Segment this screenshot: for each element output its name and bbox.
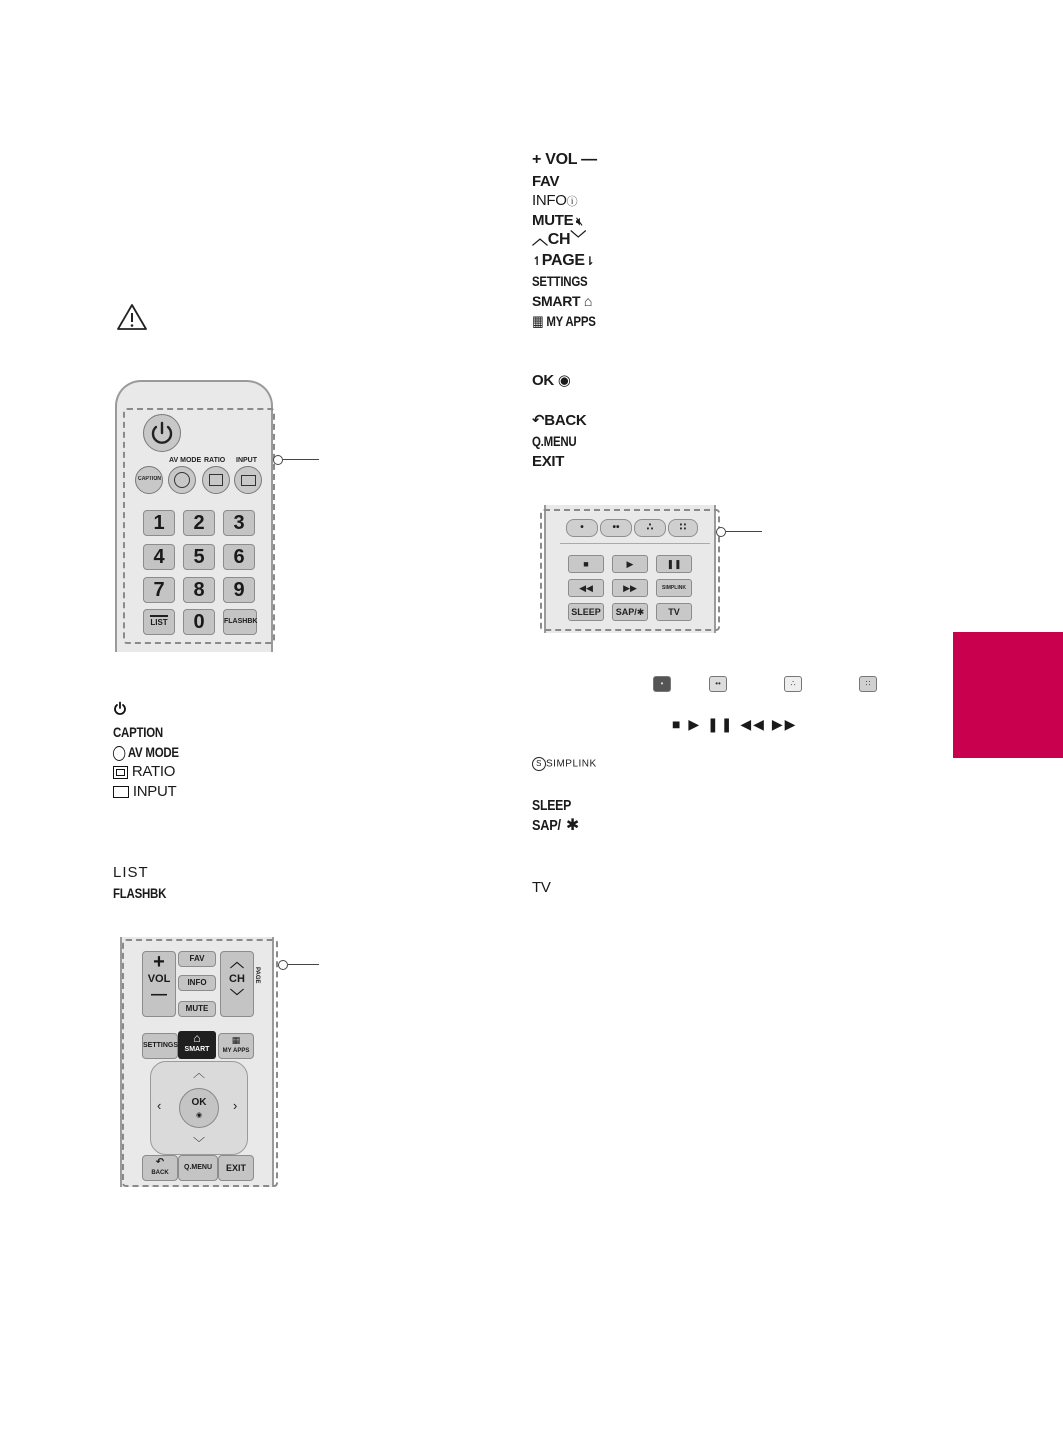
mute-icon: 🔇︎ xyxy=(573,216,583,228)
vol-label xyxy=(532,151,597,169)
fav-label: FAV xyxy=(532,173,560,190)
section-side-tab xyxy=(953,632,1063,758)
ratio-icon xyxy=(113,766,128,779)
red-key-chip: • xyxy=(653,676,671,692)
flashbk-label: FLASHBK xyxy=(113,885,167,901)
left-arrow-icon[interactable]: ‹ xyxy=(157,1098,162,1113)
vol-rocker-label: VOL xyxy=(147,973,171,985)
ratio-label-text: RATIO xyxy=(131,763,176,780)
flashbk-key[interactable]: FLASHBK xyxy=(223,609,257,635)
key-5[interactable]: 5 xyxy=(183,544,215,570)
remote-middle-illustration xyxy=(120,937,280,1187)
list-key-label: LIST xyxy=(150,618,168,627)
vol-rocker[interactable]: + VOL — xyxy=(142,951,176,1017)
av-mode-label xyxy=(113,743,179,761)
ok-key[interactable]: OK ◉ xyxy=(179,1088,219,1128)
sap-label-text: SAP/ xyxy=(532,817,561,834)
key-8[interactable]: 8 xyxy=(183,577,215,603)
sap-key-label: SAP/ xyxy=(615,607,637,617)
grid-icon: ▦ xyxy=(231,1035,241,1045)
simplink-logo-text: SIMPLINK xyxy=(546,758,597,770)
chevron-down-icon: ﹀ xyxy=(570,231,586,248)
key-6[interactable]: 6 xyxy=(223,544,255,570)
callout-dot xyxy=(716,527,726,537)
simplink-key[interactable]: SIMPLINK xyxy=(656,579,692,597)
ch-rocker[interactable]: ︿ CH ﹀ xyxy=(220,951,254,1017)
key-9[interactable]: 9 xyxy=(223,577,255,603)
callout-line xyxy=(726,531,762,532)
ratio-tiny-label: RATIO xyxy=(204,457,226,464)
input-label-text: INPUT xyxy=(132,783,177,800)
back-arrow-icon: ↶ xyxy=(532,412,545,429)
yellow-key[interactable]: ∴ xyxy=(634,519,666,537)
ok-label xyxy=(532,372,571,390)
chevron-up-icon: ︿ xyxy=(532,231,548,248)
stop-key[interactable]: ■ xyxy=(568,555,604,573)
page-label-text: PAGE xyxy=(541,252,585,269)
my-apps-key-label: MY APPS xyxy=(222,1048,250,1054)
info-key[interactable]: INFO xyxy=(178,975,216,991)
ch-rocker-label: CH xyxy=(229,973,245,985)
green-key[interactable]: •• xyxy=(600,519,632,537)
settings-label: SETTINGS xyxy=(532,273,588,289)
ch-label-text: CH xyxy=(547,231,571,248)
input-icon xyxy=(113,786,129,798)
pause-icon: ❚❚ xyxy=(707,716,735,732)
remote-top-illustration xyxy=(115,380,275,655)
list-key[interactable] xyxy=(143,609,175,635)
sleep-key[interactable]: SLEEP xyxy=(568,603,604,621)
stop-icon: ■ xyxy=(672,716,683,732)
blue-key[interactable]: ∷ xyxy=(668,519,698,537)
back-label xyxy=(532,412,586,430)
mute-label xyxy=(532,212,583,231)
ratio-label xyxy=(113,763,175,781)
simplink-icon: S xyxy=(532,757,546,771)
page-up-icon: ↿ xyxy=(532,254,542,268)
sap-key[interactable] xyxy=(612,603,648,621)
list-label: LIST xyxy=(113,864,149,881)
grid-icon: ▦ xyxy=(532,313,544,330)
back-arrow-icon: ↶ xyxy=(155,1157,165,1168)
page-vertical-label: PAGE xyxy=(254,967,260,984)
sap-label xyxy=(532,817,579,835)
rewind-icon: ◀◀ xyxy=(740,716,766,732)
my-apps-key[interactable] xyxy=(218,1033,254,1059)
input-tiny-label: INPUT xyxy=(236,457,257,464)
key-1[interactable]: 1 xyxy=(143,510,175,536)
caption-button-label: CAPTION xyxy=(138,476,161,482)
remote-bottom-illustration xyxy=(540,505,720,633)
key-3[interactable]: 3 xyxy=(223,510,255,536)
asterisk-icon: ✱ xyxy=(565,817,579,834)
callout-dot xyxy=(273,455,283,465)
power-icon xyxy=(144,415,180,451)
right-arrow-icon[interactable]: › xyxy=(233,1098,238,1113)
smart-key[interactable] xyxy=(178,1031,216,1059)
ok-circle-icon: ◉ xyxy=(557,372,571,389)
ch-label xyxy=(532,231,586,249)
ok-key-label: OK xyxy=(191,1097,207,1108)
av-mode-tiny-label: AV MODE xyxy=(169,457,202,464)
fast-forward-icon: ▶▶ xyxy=(771,716,798,732)
home-icon: ⌂ xyxy=(583,293,593,309)
info-icon: ⓘ xyxy=(566,196,578,208)
pause-key[interactable]: ❚❚ xyxy=(656,555,692,573)
exit-label: EXIT xyxy=(532,453,565,470)
smart-label xyxy=(532,292,592,310)
ok-label-text: OK xyxy=(532,372,554,389)
q-menu-label: Q.MENU xyxy=(532,433,577,449)
key-2[interactable]: 2 xyxy=(183,510,215,536)
av-mode-button[interactable] xyxy=(168,466,196,494)
sleep-label: SLEEP xyxy=(532,797,572,814)
play-icon: ▶ xyxy=(688,716,702,732)
play-key[interactable]: ▶ xyxy=(612,555,648,573)
plus-icon: + xyxy=(532,151,542,168)
back-key-label: BACK xyxy=(151,1170,169,1176)
power-button[interactable] xyxy=(143,414,181,452)
callout-dot xyxy=(278,960,288,970)
my-apps-label xyxy=(532,312,596,331)
input-button[interactable] xyxy=(234,466,262,494)
down-arrow-icon[interactable]: ﹀ xyxy=(193,1136,206,1150)
fav-key[interactable]: FAV xyxy=(178,951,216,967)
red-key[interactable]: • xyxy=(566,519,598,537)
info-label-text: INFO xyxy=(532,192,567,209)
q-menu-key[interactable]: Q.MENU xyxy=(178,1155,218,1181)
info-label xyxy=(532,192,577,211)
page-label xyxy=(532,252,595,270)
mute-key[interactable]: MUTE xyxy=(178,1001,216,1017)
home-icon: ⌂ xyxy=(193,1031,201,1045)
dpad[interactable] xyxy=(150,1061,248,1155)
exit-key[interactable]: EXIT xyxy=(218,1155,254,1181)
asterisk-icon: ✱ xyxy=(636,607,645,617)
power-label-icon xyxy=(113,701,127,715)
callout-line xyxy=(283,459,319,460)
ratio-button[interactable] xyxy=(202,466,230,494)
key-4[interactable]: 4 xyxy=(143,544,175,570)
my-apps-label-text: MY APPS xyxy=(546,313,596,329)
mute-label-text: MUTE xyxy=(532,212,574,229)
yellow-key-chip: ∴ xyxy=(784,676,802,692)
tv-key[interactable]: TV xyxy=(656,603,692,621)
key-7[interactable]: 7 xyxy=(143,577,175,603)
back-key[interactable] xyxy=(142,1155,178,1181)
up-arrow-icon[interactable]: ︿ xyxy=(193,1066,206,1080)
tv-label: TV xyxy=(532,879,551,896)
smart-label-text: SMART xyxy=(532,293,581,309)
back-label-text: BACK xyxy=(544,412,587,429)
callout-line xyxy=(288,964,319,965)
caption-button[interactable] xyxy=(135,466,163,494)
green-key-chip: •• xyxy=(709,676,727,692)
simplink-logo xyxy=(532,757,597,773)
av-mode-label-text: AV MODE xyxy=(127,744,179,760)
input-label xyxy=(113,783,176,801)
vol-label-text: VOL xyxy=(545,151,577,168)
rewind-key[interactable]: ◀◀ xyxy=(568,579,604,597)
warning-icon xyxy=(116,303,148,331)
fast-forward-key[interactable]: ▶▶ xyxy=(612,579,648,597)
playback-controls-icons xyxy=(672,715,797,733)
circle-icon xyxy=(113,746,125,761)
minus-icon: — xyxy=(581,151,597,168)
page-down-icon: ⇂ xyxy=(584,254,595,268)
blue-key-chip: ∷ xyxy=(859,676,877,692)
settings-key[interactable]: SETTINGS xyxy=(142,1033,178,1059)
caption-label: CAPTION xyxy=(113,724,163,740)
key-0[interactable]: 0 xyxy=(183,609,215,635)
smart-key-label: SMART xyxy=(184,1046,210,1053)
